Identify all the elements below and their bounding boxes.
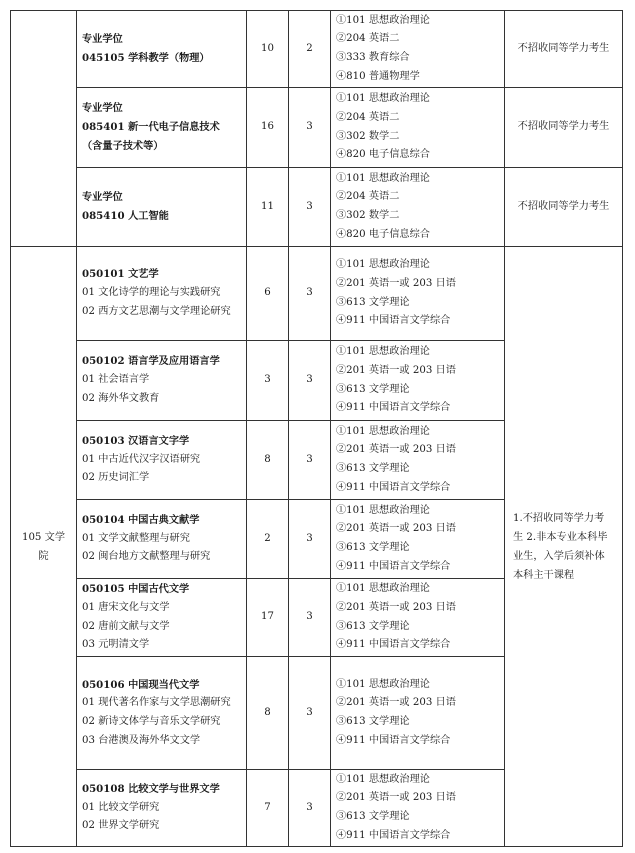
exempt-count: 3 — [289, 579, 331, 657]
enroll-count: 6 — [247, 247, 289, 341]
exam-subject: ①101 思想政治理论 — [336, 172, 430, 184]
exam-subject: ③302 数学二 — [336, 210, 400, 221]
exam-subject: ①101 思想政治理论 — [336, 259, 430, 271]
exempt-count: 3 — [289, 421, 331, 500]
major-note: （含量子技术等） — [82, 139, 164, 152]
major-title: 050102 语言学及应用语言学 — [82, 355, 220, 368]
enroll-count: 10 — [247, 11, 289, 88]
research-direction: 01 现代著名作家与文学思潮研究 — [82, 697, 231, 709]
research-direction: 01 中古近代汉字汉语研究 — [82, 453, 201, 465]
exam-subject: ①101 思想政治理论 — [336, 678, 430, 690]
exam-subject: ①101 思想政治理论 — [336, 346, 430, 358]
major-cell — [77, 168, 247, 247]
exam-subjects — [331, 770, 505, 847]
exam-subject: ③613 文学理论 — [336, 383, 410, 395]
exam-subject: ②201 英语一或 203 日语 — [336, 364, 456, 376]
major-cell — [77, 657, 247, 770]
exam-subjects — [331, 657, 505, 770]
major-type: 专业学位 — [82, 191, 123, 204]
research-direction: 02 新诗文体学与音乐文学研究 — [82, 716, 221, 727]
research-direction: 02 历史词汇学 — [82, 472, 150, 484]
remark: 不招收同等学力考生 — [505, 88, 623, 168]
major-title: 050106 中国现当代文学 — [82, 678, 200, 691]
exam-subject: ②201 英语一或 203 日语 — [336, 277, 456, 289]
exam-subject: ②204 英语二 — [336, 191, 400, 203]
table-row — [11, 11, 623, 88]
exempt-count: 3 — [289, 657, 331, 770]
admission-catalog-table — [10, 10, 623, 847]
exam-subject: ①101 思想政治理论 — [336, 583, 430, 595]
major-cell — [77, 421, 247, 500]
research-direction: 01 文学文献整理与研究 — [82, 532, 190, 544]
research-direction: 02 海外华文教育 — [82, 392, 160, 404]
table-row — [11, 247, 623, 341]
exam-subject: ①101 思想政治理论 — [336, 14, 430, 26]
research-direction: 03 台港澳及海外华文文学 — [82, 734, 201, 746]
exam-subjects — [331, 88, 505, 168]
enroll-count: 8 — [247, 421, 289, 500]
exam-subject: ④820 电子信息综合 — [336, 149, 430, 161]
exam-subjects — [331, 11, 505, 88]
exam-subject: ④911 中国语言文学综合 — [336, 481, 451, 493]
research-direction: 02 闽台地方文献整理与研究 — [82, 551, 211, 563]
exam-subject: ④911 中国语言文学综合 — [336, 315, 451, 327]
exam-subjects — [331, 247, 505, 341]
research-direction: 02 唐前文献与文学 — [82, 620, 170, 632]
research-direction: 02 世界文学研究 — [82, 820, 160, 832]
exam-subjects — [331, 500, 505, 579]
exam-subjects — [331, 421, 505, 500]
research-direction: 01 比较文学研究 — [82, 801, 160, 813]
major-cell — [77, 341, 247, 421]
exam-subject: ③613 文学理论 — [336, 620, 410, 632]
exempt-count: 3 — [289, 341, 331, 421]
major-cell — [77, 88, 247, 168]
major-title: 050103 汉语言文字学 — [82, 434, 190, 447]
major-title: 050101 文艺学 — [82, 268, 159, 281]
exam-subject: ④911 中国语言文学综合 — [336, 734, 451, 746]
exempt-count: 3 — [289, 88, 331, 168]
research-direction: 01 社会语言学 — [82, 374, 150, 386]
enroll-count: 17 — [247, 579, 289, 657]
major-cell — [77, 579, 247, 657]
exam-subject: ②204 英语二 — [336, 33, 400, 45]
exam-subject: ①101 思想政治理论 — [336, 425, 430, 437]
exam-subject: ③613 文学理论 — [336, 811, 410, 822]
exam-subject: ③613 文学理论 — [336, 542, 410, 553]
exempt-count: 3 — [289, 168, 331, 247]
enroll-count: 8 — [247, 657, 289, 770]
exam-subject: ②201 英语一或 203 日语 — [336, 601, 456, 613]
exempt-count: 3 — [289, 247, 331, 341]
exam-subject: ②201 英语一或 203 日语 — [336, 523, 456, 535]
major-cell — [77, 11, 247, 88]
exempt-count: 3 — [289, 770, 331, 847]
exam-subject: ④911 中国语言文学综合 — [336, 402, 451, 414]
exam-subject: ①101 思想政治理论 — [336, 504, 430, 516]
exam-subject: ③613 文学理论 — [336, 296, 410, 308]
research-direction: 01 唐宋文化与文学 — [82, 601, 170, 613]
exam-subject: ④911 中国语言文学综合 — [336, 829, 451, 841]
major-cell — [77, 500, 247, 579]
exam-subject: ③302 数学二 — [336, 130, 400, 142]
major-name: 085401 新一代电子信息技术 — [82, 121, 220, 134]
table-row — [11, 168, 623, 247]
exam-subjects — [331, 168, 505, 247]
exam-subject: ②204 英语二 — [336, 111, 400, 123]
exam-subject: ④820 电子信息综合 — [336, 228, 430, 240]
major-title: 050105 中国古代文学 — [82, 583, 190, 596]
enroll-count: 7 — [247, 770, 289, 847]
exempt-count: 2 — [289, 11, 331, 88]
major-title: 050104 中国古典文献学 — [82, 513, 200, 526]
exam-subject: ②201 英语一或 203 日语 — [336, 697, 456, 709]
exam-subject: ①101 思想政治理论 — [336, 773, 430, 785]
exam-subject: ②201 英语一或 203 日语 — [336, 792, 456, 804]
exam-subject: ②201 英语一或 203 日语 — [336, 444, 456, 456]
major-title: 050108 比较文学与世界文学 — [82, 782, 220, 795]
major-cell — [77, 770, 247, 847]
remark: 不招收同等学力考生 — [505, 11, 623, 88]
exam-subject: ④810 普通物理学 — [336, 70, 420, 82]
research-direction: 02 西方文艺思潮与文学理论研究 — [82, 305, 231, 317]
major-type: 专业学位 — [82, 33, 123, 46]
research-direction: 03 元明清文学 — [82, 639, 150, 651]
exam-subject: ③613 文学理论 — [336, 463, 410, 474]
exam-subject: ①101 思想政治理论 — [336, 93, 430, 105]
college-cell-continued — [11, 11, 77, 247]
major-name: 045105 学科教学（物理） — [82, 52, 210, 64]
college-name: 105 文学院 — [11, 247, 77, 847]
remark: 不招收同等学力考生 — [505, 168, 623, 247]
exam-subject: ④911 中国语言文学综合 — [336, 560, 451, 572]
enroll-count: 3 — [247, 341, 289, 421]
exam-subjects — [331, 341, 505, 421]
exempt-count: 3 — [289, 500, 331, 579]
exam-subject: ③333 教育综合 — [336, 52, 410, 63]
table-row — [11, 88, 623, 168]
major-cell — [77, 247, 247, 341]
enroll-count: 2 — [247, 500, 289, 579]
major-type: 专业学位 — [82, 102, 123, 115]
college-remark: 1.不招收同等学力考生 2.非本专业本科毕业生，入学后须补体本科主干课程 — [505, 247, 623, 847]
exam-subjects — [331, 579, 505, 657]
major-name: 085410 人工智能 — [82, 210, 169, 222]
research-direction: 01 文化诗学的理论与实践研究 — [82, 287, 221, 299]
exam-subject: ④911 中国语言文学综合 — [336, 639, 451, 651]
exam-subject: ③613 文学理论 — [336, 716, 410, 727]
enroll-count: 11 — [247, 168, 289, 247]
enroll-count: 16 — [247, 88, 289, 168]
